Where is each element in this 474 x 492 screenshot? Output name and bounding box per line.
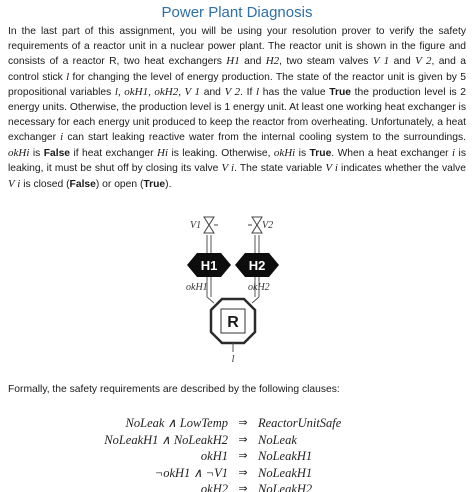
reactor-label: R bbox=[227, 314, 239, 331]
clause-lhs: NoLeak ∧ LowTemp bbox=[125, 416, 228, 430]
clause-rhs: ReactorUnitSafe bbox=[258, 416, 342, 430]
clause-lhs: okH1 bbox=[200, 449, 228, 463]
implies-icon: ⇒ bbox=[238, 465, 248, 479]
page-title: Power Plant Diagnosis bbox=[161, 4, 313, 21]
control-stick-label: l bbox=[231, 354, 235, 365]
clause-list bbox=[80, 415, 400, 492]
clause-row bbox=[80, 481, 400, 492]
description-paragraph: In the last part of this assignment, you will be using your resolution prover to verify the safety requirements of a reactor unit in a nuclear power plant. The reactor unit is shown in the figure and consists of a reactor R, two heat exchangers H1 and H2, two steam valves V 1 and V 2, and a control stick l for changing the level of energy production. The state of the reactor unit is given by 5 propositional variables l, okH1, okH2, V 1 and V 2. If l has the value True the production level is 2 energy units. Otherwise, the production level is 1 energy unit. At least one working heat exchanger is necessary for each energy unit produced to keep the reactor from overheating. Unfortunately, a heat exchanger i can start leaking reactive water from the internal cooling system to the surroundings. okHi is False if heat exchanger Hi is leaking. Otherwise, okHi is True. When a heat exchanger i is leaking, it must be shut off by closing its valve V i. The state variable V i indicates whether the valve V i is closed (False) or open (True). bbox=[8, 26, 467, 190]
implies-icon: ⇒ bbox=[238, 449, 248, 462]
clause-rhs: NoLeakH1 bbox=[258, 465, 313, 480]
clause-row bbox=[80, 432, 400, 449]
clause-rhs: NoLeak bbox=[258, 432, 297, 447]
clause-row bbox=[80, 465, 400, 482]
implies-icon: ⇒ bbox=[238, 432, 248, 446]
valve-v1-icon bbox=[204, 217, 218, 233]
valve-v2-icon bbox=[248, 217, 262, 233]
clause-row bbox=[80, 448, 400, 465]
clause-lhs: NoLeakH1 ∧ NoLeakH2 bbox=[104, 432, 228, 447]
implies-icon: ⇒ bbox=[238, 416, 248, 429]
clause-lhs: okH2 bbox=[200, 482, 228, 492]
implies-icon: ⇒ bbox=[238, 482, 248, 492]
reactor-unit-diagram bbox=[170, 215, 300, 365]
valve-v2-label: V2 bbox=[262, 220, 274, 231]
clause-row bbox=[80, 415, 400, 432]
clause-rhs: NoLeakH2 bbox=[258, 482, 313, 492]
exchanger-h1-label: H1 bbox=[200, 258, 218, 273]
clause-lhs: ¬okH1 ∧ ¬V1 bbox=[154, 465, 228, 480]
exchanger-h2-label: H2 bbox=[248, 258, 266, 273]
formal-intro: Formally, the safety requirements are described by the following clauses: bbox=[8, 384, 340, 395]
ok-h2-label: okH2 bbox=[248, 282, 270, 293]
valve-v1-label: V1 bbox=[190, 220, 202, 231]
clause-rhs: NoLeakH1 bbox=[258, 449, 313, 463]
ok-h1-label: okH1 bbox=[186, 282, 208, 293]
